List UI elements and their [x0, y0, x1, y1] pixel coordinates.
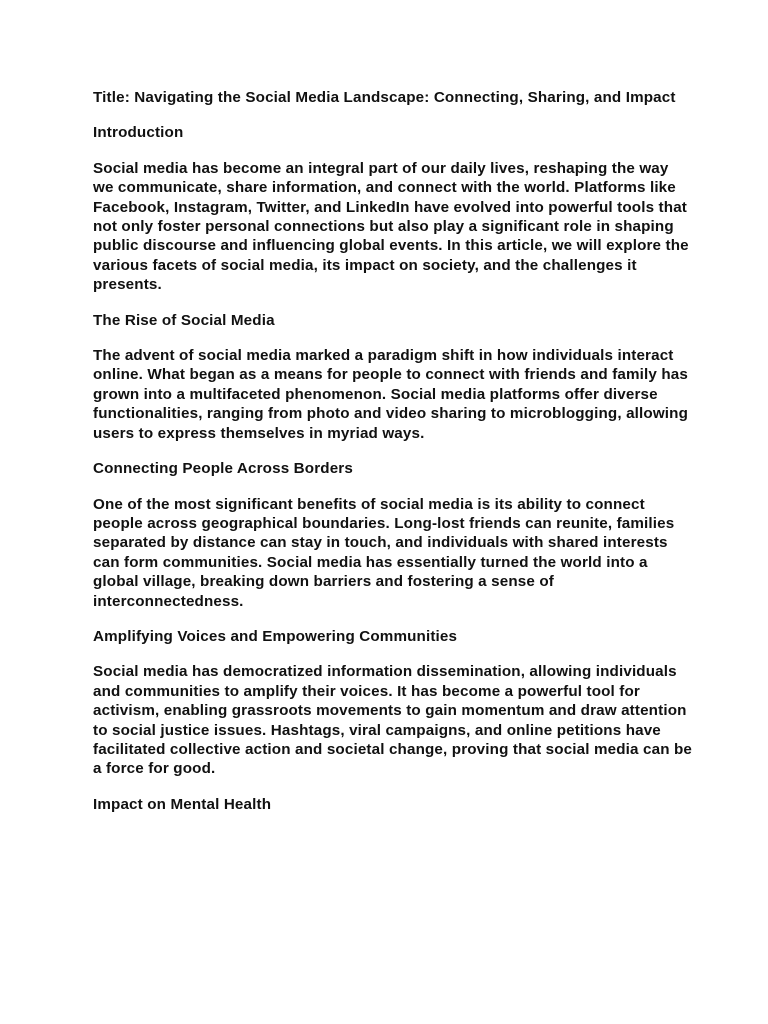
- section-heading-mental-health: Impact on Mental Health: [93, 795, 272, 813]
- section-body-rise-of-social-media: The advent of social media marked a paradigm shift in how individuals interact online. What began as a means for people to connect with friends and family has grown into a multifaceted phenomenon. Social media platforms offer diverse functionalities, ranging from photo and video sharing to microblogging, allowing users to express themselves in myriad ways.: [93, 347, 689, 442]
- section-body-amplifying-voices: Social media has democratized information dissemination, allowing individuals and communities to amplify their voices. It has become a powerful tool for activism, enabling grassroots movements to gain momentum and draw attention to social justice issues. Hashtags, viral campaigns, and online petitions have facilitated collective action and societal change, proving that social media can be a force for good.: [93, 663, 693, 778]
- document-page: [93, 88, 693, 830]
- section-heading-rise-of-social-media: The Rise of Social Media: [93, 311, 275, 329]
- section-heading-amplifying-voices: Amplifying Voices and Empowering Communities: [93, 627, 458, 645]
- document-title: Title: Navigating the Social Media Landscape: Connecting, Sharing, and Impact: [93, 89, 676, 106]
- section-heading-connecting-people: Connecting People Across Borders: [93, 460, 353, 478]
- section-body-connecting-people: One of the most significant benefits of social media is its ability to connect people across geographical boundaries. Long-lost friends can reunite, families separated by distance can stay in touch, and individuals with shared interests can form communities. Social media has essentially turned the world into a global village, breaking down barriers and fostering a sense of interconnectedness.: [93, 495, 675, 610]
- section-body-introduction: Social media has become an integral part of our daily lives, reshaping the way we communicate, share information, and connect with the world. Platforms like Facebook, Instagram, Twitter, and LinkedIn have evolved into powerful tools that not only foster personal connections but also play a significant role in shaping public discourse and influencing global events. In this article, we will explore the various facets of social media, its impact on society, and the challenges it presents.: [93, 159, 689, 294]
- section-heading-introduction: Introduction: [93, 124, 184, 142]
